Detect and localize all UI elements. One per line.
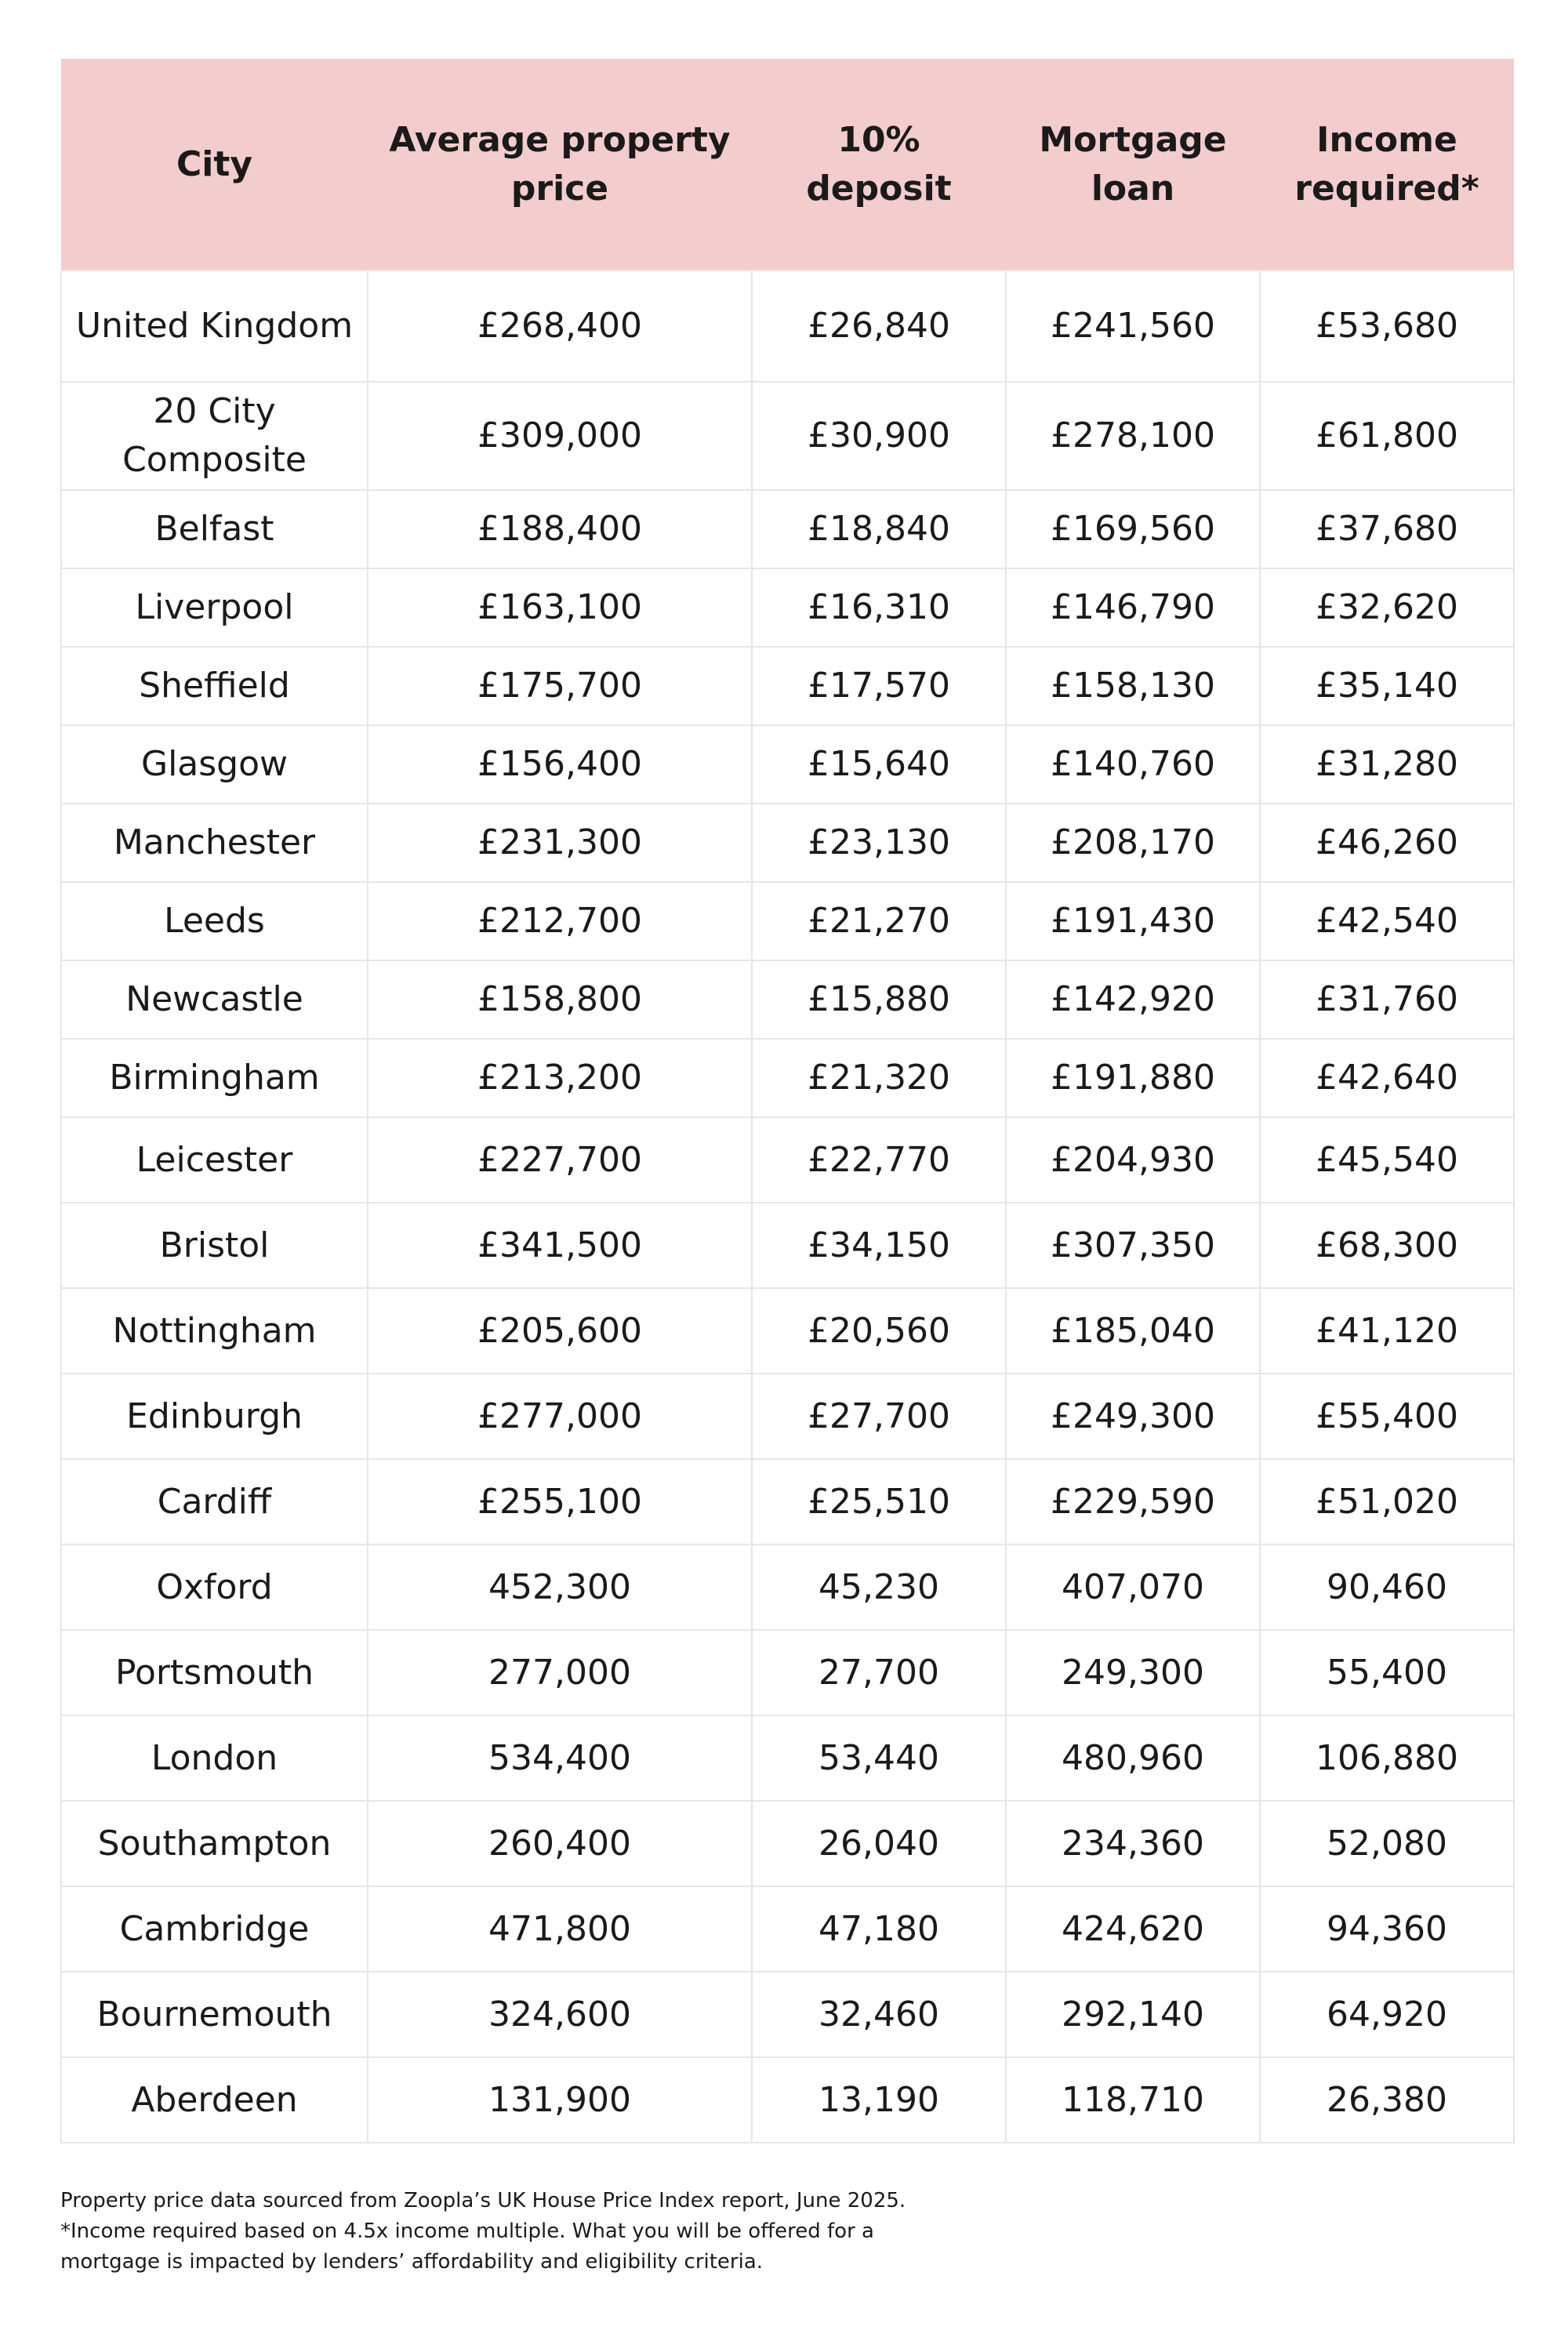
- cell-mortgage-loan: £185,040: [1006, 1288, 1260, 1374]
- cell-deposit: £27,700: [752, 1374, 1006, 1459]
- cell-deposit: 53,440: [752, 1715, 1006, 1801]
- cell-deposit: £26,840: [752, 270, 1006, 382]
- affordability-table: [60, 59, 1515, 2143]
- cell-deposit: 26,040: [752, 1801, 1006, 1886]
- table-row: [61, 1203, 1514, 1288]
- cell-average-price: £158,800: [368, 960, 752, 1039]
- cell-city: Glasgow: [61, 725, 368, 804]
- footnote-income-note-cont: mortgage is impacted by lenders’ affordability and eligibility criteria.: [60, 2250, 764, 2274]
- cell-mortgage-loan: £249,300: [1006, 1374, 1260, 1459]
- cell-average-price: £205,600: [368, 1288, 752, 1374]
- cell-average-price: £227,700: [368, 1117, 752, 1203]
- header-income-required: Income required*: [1260, 59, 1514, 270]
- table-row: [61, 960, 1514, 1039]
- header-deposit: 10% deposit: [752, 59, 1006, 270]
- cell-average-price: 131,900: [368, 2057, 752, 2143]
- cell-city: 20 City Composite: [61, 382, 368, 490]
- footnote: [60, 2186, 1080, 2278]
- cell-mortgage-loan: £158,130: [1006, 647, 1260, 725]
- table-row: [61, 647, 1514, 725]
- cell-mortgage-loan: 424,620: [1006, 1886, 1260, 1972]
- cell-average-price: £268,400: [368, 270, 752, 382]
- cell-city: Portsmouth: [61, 1630, 368, 1715]
- cell-average-price: 260,400: [368, 1801, 752, 1886]
- cell-income-required: £42,640: [1260, 1039, 1514, 1117]
- cell-income-required: £45,540: [1260, 1117, 1514, 1203]
- table-row: [61, 1288, 1514, 1374]
- table-row: [61, 1972, 1514, 2057]
- table-row: [61, 568, 1514, 647]
- cell-average-price: 452,300: [368, 1544, 752, 1630]
- cell-income-required: 52,080: [1260, 1801, 1514, 1886]
- cell-income-required: 55,400: [1260, 1630, 1514, 1715]
- cell-deposit: £18,840: [752, 490, 1006, 568]
- cell-average-price: £255,100: [368, 1459, 752, 1544]
- table-row: [61, 270, 1514, 382]
- cell-city: Leeds: [61, 882, 368, 960]
- cell-income-required: 94,360: [1260, 1886, 1514, 1972]
- cell-deposit: 45,230: [752, 1544, 1006, 1630]
- cell-city: Manchester: [61, 804, 368, 882]
- cell-income-required: £31,280: [1260, 725, 1514, 804]
- cell-mortgage-loan: £229,590: [1006, 1459, 1260, 1544]
- cell-average-price: £213,200: [368, 1039, 752, 1117]
- cell-average-price: 277,000: [368, 1630, 752, 1715]
- cell-deposit: £21,270: [752, 882, 1006, 960]
- cell-city: Cardiff: [61, 1459, 368, 1544]
- cell-income-required: £53,680: [1260, 270, 1514, 382]
- cell-deposit: £15,880: [752, 960, 1006, 1039]
- table-row: [61, 1039, 1514, 1117]
- table-row: [61, 2057, 1514, 2143]
- cell-city: Southampton: [61, 1801, 368, 1886]
- cell-income-required: £31,760: [1260, 960, 1514, 1039]
- table-row: [61, 1374, 1514, 1459]
- cell-income-required: £37,680: [1260, 490, 1514, 568]
- cell-deposit: £22,770: [752, 1117, 1006, 1203]
- cell-city: Aberdeen: [61, 2057, 368, 2143]
- cell-deposit: £25,510: [752, 1459, 1006, 1544]
- cell-income-required: £55,400: [1260, 1374, 1514, 1459]
- cell-mortgage-loan: 249,300: [1006, 1630, 1260, 1715]
- cell-city: Newcastle: [61, 960, 368, 1039]
- cell-city: Leicester: [61, 1117, 368, 1203]
- cell-city: Cambridge: [61, 1886, 368, 1972]
- cell-mortgage-loan: £241,560: [1006, 270, 1260, 382]
- cell-deposit: £34,150: [752, 1203, 1006, 1288]
- cell-deposit: 47,180: [752, 1886, 1006, 1972]
- cell-deposit: £15,640: [752, 725, 1006, 804]
- cell-mortgage-loan: 118,710: [1006, 2057, 1260, 2143]
- cell-city: United Kingdom: [61, 270, 368, 382]
- footnote-source: Property price data sourced from Zoopla’s UK House Price Index report, June 2025.: [60, 2189, 906, 2212]
- cell-income-required: £41,120: [1260, 1288, 1514, 1374]
- table-body: [61, 270, 1514, 2143]
- cell-income-required: £61,800: [1260, 382, 1514, 490]
- cell-city: Edinburgh: [61, 1374, 368, 1459]
- cell-mortgage-loan: £142,920: [1006, 960, 1260, 1039]
- cell-income-required: £46,260: [1260, 804, 1514, 882]
- cell-average-price: 471,800: [368, 1886, 752, 1972]
- cell-income-required: £32,620: [1260, 568, 1514, 647]
- cell-city: Sheffield: [61, 647, 368, 725]
- table-row: [61, 1630, 1514, 1715]
- table-row: [61, 490, 1514, 568]
- cell-mortgage-loan: £278,100: [1006, 382, 1260, 490]
- cell-mortgage-loan: £146,790: [1006, 568, 1260, 647]
- cell-deposit: £17,570: [752, 647, 1006, 725]
- cell-city: London: [61, 1715, 368, 1801]
- cell-average-price: £175,700: [368, 647, 752, 725]
- cell-income-required: 90,460: [1260, 1544, 1514, 1630]
- cell-income-required: £68,300: [1260, 1203, 1514, 1288]
- cell-city: Oxford: [61, 1544, 368, 1630]
- header-average-property-price: Average property price: [368, 59, 752, 270]
- cell-average-price: £341,500: [368, 1203, 752, 1288]
- cell-deposit: £23,130: [752, 804, 1006, 882]
- cell-city: Belfast: [61, 490, 368, 568]
- cell-average-price: 324,600: [368, 1972, 752, 2057]
- header-row: [61, 59, 1514, 270]
- cell-average-price: £309,000: [368, 382, 752, 490]
- cell-mortgage-loan: £191,880: [1006, 1039, 1260, 1117]
- cell-deposit: £21,320: [752, 1039, 1006, 1117]
- cell-average-price: £277,000: [368, 1374, 752, 1459]
- cell-deposit: 13,190: [752, 2057, 1006, 2143]
- cell-deposit: 27,700: [752, 1630, 1006, 1715]
- table-row: [61, 882, 1514, 960]
- header-city: City: [61, 59, 368, 270]
- cell-deposit: £20,560: [752, 1288, 1006, 1374]
- header-mortgage-loan: Mortgage loan: [1006, 59, 1260, 270]
- cell-city: Bournemouth: [61, 1972, 368, 2057]
- cell-mortgage-loan: £208,170: [1006, 804, 1260, 882]
- cell-income-required: 26,380: [1260, 2057, 1514, 2143]
- cell-average-price: £231,300: [368, 804, 752, 882]
- cell-mortgage-loan: £191,430: [1006, 882, 1260, 960]
- cell-mortgage-loan: £307,350: [1006, 1203, 1260, 1288]
- cell-deposit: £16,310: [752, 568, 1006, 647]
- cell-average-price: 534,400: [368, 1715, 752, 1801]
- table-row: [61, 1459, 1514, 1544]
- table-row: [61, 1544, 1514, 1630]
- cell-city: Birmingham: [61, 1039, 368, 1117]
- cell-mortgage-loan: 407,070: [1006, 1544, 1260, 1630]
- cell-income-required: £35,140: [1260, 647, 1514, 725]
- cell-mortgage-loan: £140,760: [1006, 725, 1260, 804]
- table-row: [61, 1801, 1514, 1886]
- table-row: [61, 1886, 1514, 1972]
- cell-income-required: £42,540: [1260, 882, 1514, 960]
- affordability-table-container: [60, 59, 1513, 2143]
- cell-average-price: £188,400: [368, 490, 752, 568]
- table-row: [61, 1715, 1514, 1801]
- cell-average-price: £212,700: [368, 882, 752, 960]
- cell-city: Nottingham: [61, 1288, 368, 1374]
- table-header: [61, 59, 1514, 270]
- cell-income-required: 106,880: [1260, 1715, 1514, 1801]
- cell-deposit: 32,460: [752, 1972, 1006, 2057]
- cell-city: Bristol: [61, 1203, 368, 1288]
- cell-mortgage-loan: £204,930: [1006, 1117, 1260, 1203]
- footnote-income-note: *Income required based on 4.5x income multiple. What you will be offered for a: [60, 2220, 874, 2243]
- table-row: [61, 1117, 1514, 1203]
- cell-average-price: £156,400: [368, 725, 752, 804]
- table-row: [61, 804, 1514, 882]
- cell-income-required: 64,920: [1260, 1972, 1514, 2057]
- cell-deposit: £30,900: [752, 382, 1006, 490]
- cell-mortgage-loan: 480,960: [1006, 1715, 1260, 1801]
- table-row: [61, 725, 1514, 804]
- cell-mortgage-loan: £169,560: [1006, 490, 1260, 568]
- cell-city: Liverpool: [61, 568, 368, 647]
- cell-average-price: £163,100: [368, 568, 752, 647]
- table-row: [61, 382, 1514, 490]
- cell-mortgage-loan: 292,140: [1006, 1972, 1260, 2057]
- cell-income-required: £51,020: [1260, 1459, 1514, 1544]
- cell-mortgage-loan: 234,360: [1006, 1801, 1260, 1886]
